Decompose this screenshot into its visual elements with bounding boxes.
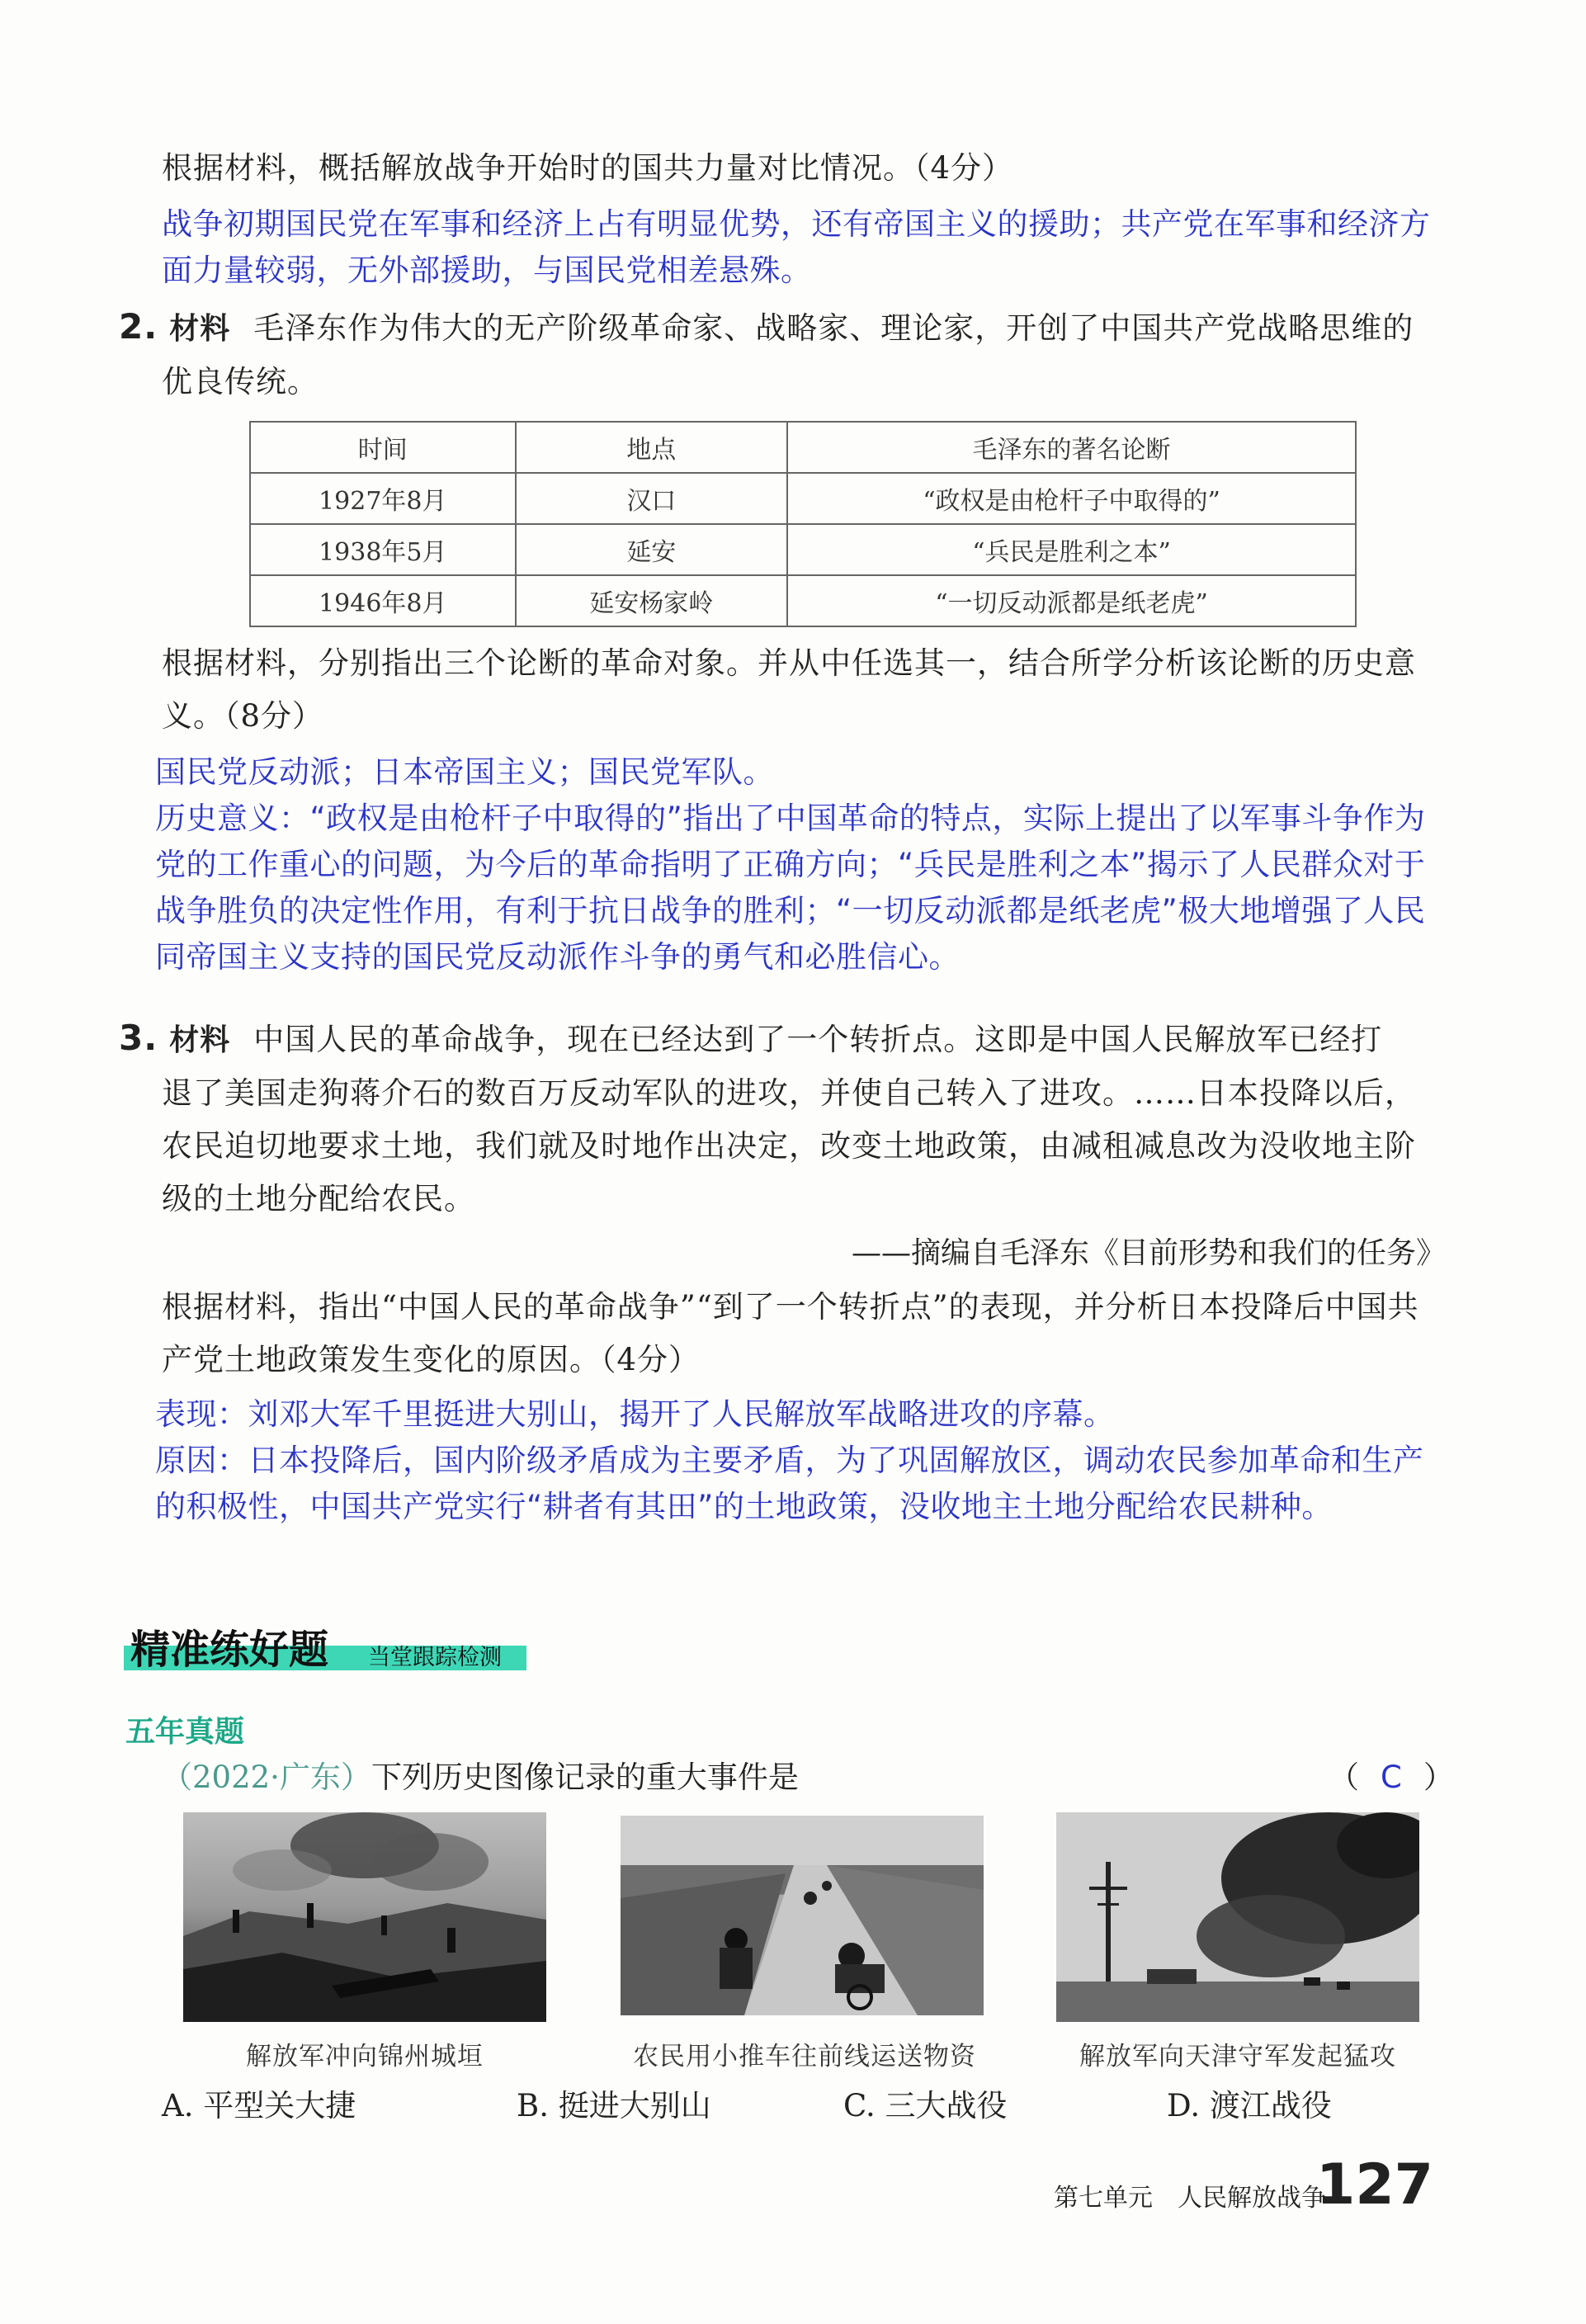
cell-quote: “政权是由枪杆子中取得的” bbox=[787, 473, 1356, 524]
photo-caption: 农民用小推车往前线运送物资 bbox=[633, 2042, 976, 2071]
cell-quote: “兵民是胜利之本” bbox=[787, 524, 1356, 575]
photo-caption: 解放军冲向锦州城垣 bbox=[246, 2042, 484, 2071]
q3-first-line bbox=[119, 1012, 1416, 1067]
prompt-line: 产党土地政策发生变化的原因。（4分） bbox=[162, 1342, 701, 1377]
answer-line: 面力量较弱，无外部援助，与国民党相差悬殊。 bbox=[162, 253, 812, 288]
q2-prompt bbox=[162, 637, 1416, 743]
option-b[interactable]: B. 挺进大别山 bbox=[517, 2088, 711, 2123]
material-label: 材料 bbox=[169, 1023, 231, 1057]
material-line: 毛泽东作为伟大的无产阶级革命家、战略家、理论家，开创了中国共产党战略思维的 bbox=[253, 310, 1414, 346]
header-time: 时间 bbox=[250, 422, 516, 473]
q3-answer bbox=[155, 1391, 1424, 1530]
table-row bbox=[250, 524, 1356, 575]
material-line: 农民迫切地要求土地，我们就及时地作出决定，改变土地政策，由减租减息改为没收地主阶 bbox=[162, 1128, 1416, 1164]
answer-line: 党的工作重心的问题，为今后的革命指明了正确方向；“兵民是胜利之本”揭示了人民群众对于 bbox=[155, 847, 1426, 882]
cell-time: 1938年5月 bbox=[250, 524, 516, 575]
q2-answer bbox=[155, 749, 1425, 980]
cell-quote: “一切反动派都是纸老虎” bbox=[787, 575, 1356, 626]
option-c[interactable]: C. 三大战役 bbox=[843, 2088, 1008, 2123]
table-row bbox=[250, 473, 1356, 524]
q2-material bbox=[119, 300, 1414, 409]
answer-line: 战争胜负的决定性作用，有利于抗日战争的胜利；“一切反动派都是纸老虎”极大地增强了人民 bbox=[155, 893, 1426, 928]
page-number: 127 bbox=[1316, 2152, 1433, 2218]
photo-jinzhou bbox=[183, 1812, 546, 2022]
q1-answer bbox=[162, 201, 1431, 294]
cell-place: 汉口 bbox=[516, 473, 787, 524]
photo-caption: 解放军向天津守军发起猛攻 bbox=[1079, 2042, 1396, 2071]
mcq-source: （2022·广东） bbox=[162, 1760, 371, 1795]
material-line: 中国人民的革命战争，现在已经达到了一个转折点。这即是中国人民解放军已经打 bbox=[253, 1022, 1383, 1057]
material-label: 材料 bbox=[169, 312, 231, 346]
answer-line: 的积极性，中国共产党实行“耕者有其田”的土地政策，没收地主土地分配给农民耕种。 bbox=[155, 1489, 1333, 1524]
question-number: 3. bbox=[119, 1018, 158, 1058]
material-line: 级的土地分配给农民。 bbox=[162, 1181, 475, 1216]
option-d[interactable]: D. 渡江战役 bbox=[1167, 2088, 1332, 2123]
quote-table bbox=[249, 421, 1357, 627]
section-subtitle: 当堂跟踪检测 bbox=[368, 1645, 502, 1670]
q3-material bbox=[119, 1012, 1416, 1226]
answer-line: 原因：日本投降后，国内阶级矛盾成为主要矛盾，为了巩固解放区，调动农民参加革命和生产 bbox=[155, 1443, 1424, 1478]
cell-time: 1946年8月 bbox=[250, 575, 516, 626]
bracket-close: ） bbox=[1423, 1760, 1454, 1795]
prompt-line: 根据材料，分别指出三个论断的革命对象。并从中任选其一，结合所学分析该论断的历史意 bbox=[162, 645, 1416, 681]
answer-line: 同帝国主义支持的国民党反动派作斗争的勇气和必胜信心。 bbox=[155, 939, 960, 975]
header-place: 地点 bbox=[516, 422, 787, 473]
mcq-answer: C bbox=[1381, 1760, 1402, 1795]
question-number: 2. bbox=[119, 306, 158, 347]
photo-carts bbox=[621, 1816, 984, 2015]
answer-line: 战争初期国民党在军事和经济上占有明显优势，还有帝国主义的援助；共产党在军事和经济方 bbox=[162, 206, 1431, 242]
cell-place: 延安杨家岭 bbox=[516, 575, 787, 626]
material-source: ——摘编自毛泽东《目前形势和我们的任务》 bbox=[851, 1236, 1446, 1270]
q1-prompt: 根据材料，概括解放战争开始时的国共力量对比情况。（4分） bbox=[162, 150, 1014, 186]
answer-line: 历史意义：“政权是由枪杆子中取得的”指出了中国革命的特点，实际上提出了以军事斗争作为 bbox=[155, 801, 1426, 836]
mcq-question: 下列历史图像记录的重大事件是 bbox=[371, 1760, 799, 1795]
bracket-open: （ bbox=[1329, 1760, 1359, 1795]
table-row bbox=[250, 575, 1356, 626]
answer-bracket bbox=[1329, 1755, 1454, 1801]
section-title: 精准练好题 bbox=[130, 1627, 329, 1673]
prompt-line: 根据材料，指出“中国人民的革命战争”“到了一个转折点”的表现，并分析日本投降后中国共 bbox=[162, 1289, 1419, 1325]
option-a[interactable]: A. 平型关大捷 bbox=[162, 2088, 356, 2123]
prompt-line: 义。（8分） bbox=[162, 698, 324, 734]
cell-time: 1927年8月 bbox=[250, 473, 516, 524]
answer-line: 表现：刘邓大军千里挺进大别山，揭开了人民解放军战略进攻的序幕。 bbox=[155, 1396, 1115, 1432]
q2-first-line bbox=[119, 300, 1414, 356]
unit-title: 第七单元 人民解放战争 bbox=[1054, 2184, 1326, 2213]
photo-tianjin bbox=[1056, 1812, 1419, 2022]
subsection-title: 五年真题 bbox=[125, 1715, 245, 1749]
q3-prompt bbox=[162, 1281, 1419, 1386]
header-quote: 毛泽东的著名论断 bbox=[787, 422, 1356, 473]
cell-place: 延安 bbox=[516, 524, 787, 575]
material-line: 退了美国走狗蒋介石的数百万反动军队的进攻，并使自己转入了进攻。……日本投降以后， bbox=[162, 1075, 1416, 1111]
table-header-row bbox=[250, 422, 1356, 473]
mcq-stem bbox=[162, 1755, 799, 1801]
material-line: 优良传统。 bbox=[162, 364, 319, 399]
answer-line: 国民党反动派；日本帝国主义；国民党军队。 bbox=[155, 754, 774, 790]
